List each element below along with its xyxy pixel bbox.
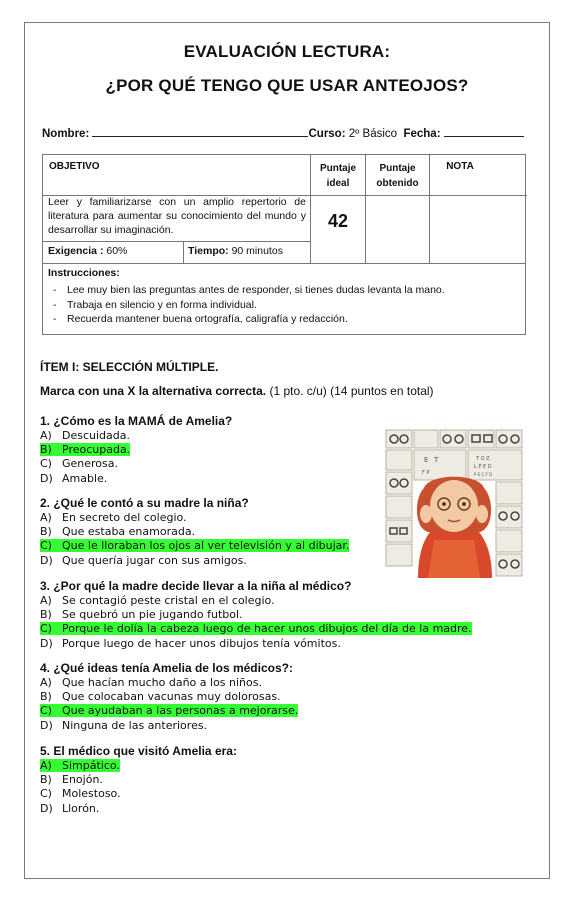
option-text: Porque le dolía la cabeza luego de hacer unos dibujos del día de la madre. bbox=[62, 622, 472, 636]
question-2: 2. ¿Qué le contó a su madre la niña? bbox=[40, 496, 249, 510]
objetivo-header: OBJETIVO bbox=[49, 161, 100, 172]
answer-option[interactable] bbox=[40, 594, 275, 608]
answer-text bbox=[40, 608, 243, 621]
answer-text bbox=[40, 594, 275, 607]
puntaje-ideal-header: Puntaje ideal bbox=[319, 163, 357, 189]
option-letter: D) bbox=[40, 718, 53, 732]
answer-option[interactable] bbox=[40, 719, 207, 733]
option-letter: C) bbox=[40, 539, 52, 553]
answer-option[interactable] bbox=[40, 429, 130, 443]
option-text: Que quería jugar con sus amigos. bbox=[62, 553, 247, 567]
option-text: Que colocaban vacunas muy dolorosas. bbox=[62, 690, 281, 704]
option-text: Se quebró un pie jugando futbol. bbox=[62, 608, 243, 622]
svg-text:P E C F D: P E C F D bbox=[474, 472, 493, 477]
girl-with-glasses-illustration bbox=[384, 428, 524, 578]
page-subtitle: ¿POR QUÉ TENGO QUE USAR ANTEOJOS? bbox=[105, 76, 469, 95]
answer-text bbox=[40, 773, 103, 786]
option-text: Generosa. bbox=[62, 457, 119, 471]
answer-option[interactable] bbox=[40, 637, 341, 651]
question-1: 1. ¿Cómo es la MAMÁ de Amelia? bbox=[40, 414, 233, 428]
exigencia-value: 60% bbox=[106, 245, 128, 257]
item-heading: ÍTEM I: SELECCIÓN MÚLTIPLE. bbox=[40, 360, 219, 374]
answer-option[interactable] bbox=[40, 443, 130, 457]
svg-text:T O Z: T O Z bbox=[476, 456, 490, 462]
svg-text:E: E bbox=[424, 456, 429, 464]
option-text: Preocupada. bbox=[62, 443, 131, 457]
answer-text bbox=[40, 690, 281, 703]
option-letter: B) bbox=[40, 773, 52, 787]
answer-option[interactable] bbox=[40, 525, 195, 539]
highlighted-answer bbox=[40, 443, 130, 456]
option-text: Que estaba enamorada. bbox=[62, 525, 196, 539]
instruction-rest: (1 pto. c/u) (14 puntos en total) bbox=[266, 384, 434, 398]
option-text: Ninguna de las anteriores. bbox=[62, 718, 208, 732]
exigencia bbox=[48, 245, 127, 257]
answer-option[interactable] bbox=[40, 690, 281, 704]
answer-text bbox=[40, 676, 262, 689]
option-text: En secreto del colegio. bbox=[62, 511, 187, 524]
puntaje-obtenido-field[interactable] bbox=[366, 196, 429, 263]
option-letter: A) bbox=[40, 759, 52, 772]
curso-label: Curso: bbox=[308, 128, 346, 140]
highlighted-answer bbox=[40, 622, 472, 635]
answer-text bbox=[40, 457, 118, 470]
answer-option[interactable] bbox=[40, 759, 120, 773]
instructions-box bbox=[42, 264, 526, 335]
puntaje-ideal-value: 42 bbox=[327, 211, 349, 231]
answer-text bbox=[40, 511, 187, 524]
answer-option[interactable] bbox=[40, 457, 118, 471]
option-text: Que hacían mucho daño a los niños. bbox=[62, 676, 262, 689]
option-text: Que le lloraban los ojos al ver televisión y al dibujar. bbox=[62, 539, 350, 553]
instructions-list bbox=[53, 283, 445, 327]
option-text: Porque luego de hacer unos dibujos tenía vómitos. bbox=[62, 636, 341, 650]
highlighted-answer bbox=[40, 759, 120, 772]
highlighted-answer bbox=[40, 539, 349, 552]
objective-table bbox=[42, 154, 526, 264]
answer-option[interactable] bbox=[40, 622, 472, 636]
option-letter: A) bbox=[40, 429, 52, 442]
answer-option[interactable] bbox=[40, 539, 349, 553]
option-letter: A) bbox=[40, 676, 52, 689]
option-text: Enojón. bbox=[62, 773, 103, 787]
option-letter: C) bbox=[40, 622, 52, 636]
list-item: - Recuerda mantener buena ortografía, caligrafía y redacción. bbox=[53, 312, 445, 327]
answer-option[interactable] bbox=[40, 787, 121, 801]
curso-value: 2º Básico bbox=[348, 128, 398, 140]
option-letter: D) bbox=[40, 553, 53, 567]
answer-text bbox=[40, 525, 195, 538]
option-text: Que ayudaban a las personas a mejorarse. bbox=[62, 704, 299, 718]
answer-text bbox=[40, 637, 341, 650]
answer-option[interactable] bbox=[40, 472, 107, 486]
answer-text bbox=[40, 472, 107, 485]
option-letter: C) bbox=[40, 787, 52, 801]
answer-option[interactable] bbox=[40, 773, 103, 787]
answer-text bbox=[40, 787, 121, 800]
tiempo bbox=[188, 245, 283, 257]
question-3: 3. ¿Por qué la madre decide llevar a la niña al médico? bbox=[40, 579, 352, 593]
tiempo-value: 90 minutos bbox=[231, 245, 283, 257]
option-letter: B) bbox=[40, 690, 52, 704]
option-letter: A) bbox=[40, 594, 52, 607]
nombre-field[interactable] bbox=[92, 126, 308, 137]
tiempo-label: Tiempo: bbox=[188, 245, 229, 257]
option-letter: C) bbox=[40, 704, 52, 718]
svg-text:T: T bbox=[434, 456, 439, 464]
fecha-label: Fecha: bbox=[403, 128, 441, 140]
objetivo-text: Leer y familiarizarse con un amplio repertorio de literatura para aumentar su conocimiento del mundo y desarrollar su imaginación. bbox=[48, 196, 306, 236]
answer-text bbox=[40, 719, 207, 732]
answer-option[interactable] bbox=[40, 554, 247, 568]
option-text: Se contagió peste cristal en el colegio. bbox=[62, 594, 275, 607]
list-item: - Lee muy bien las preguntas antes de responder, si tienes dudas levanta la mano. bbox=[53, 283, 445, 298]
nombre-label: Nombre: bbox=[42, 128, 90, 140]
option-letter: D) bbox=[40, 801, 53, 815]
option-text: Llorón. bbox=[62, 801, 100, 815]
option-letter: B) bbox=[40, 608, 52, 622]
option-letter: D) bbox=[40, 471, 53, 485]
option-letter: B) bbox=[40, 525, 52, 539]
svg-text:L P E D: L P E D bbox=[474, 464, 492, 470]
option-letter: C) bbox=[40, 457, 52, 471]
instruction-bold: Marca con una X la alternativa correcta. bbox=[40, 384, 267, 398]
answer-option[interactable] bbox=[40, 802, 99, 816]
option-text: Simpático. bbox=[62, 759, 120, 772]
page-title: EVALUACIÓN LECTURA: bbox=[183, 42, 391, 61]
item-instruction bbox=[40, 384, 434, 398]
answer-text bbox=[40, 554, 247, 567]
option-letter: B) bbox=[40, 443, 52, 457]
answer-option[interactable] bbox=[40, 511, 187, 525]
nota-header: NOTA bbox=[446, 161, 474, 172]
option-text: Molestoso. bbox=[62, 787, 121, 801]
instrucciones-label: Instrucciones: bbox=[48, 267, 120, 279]
student-header bbox=[42, 126, 532, 140]
option-text: Amable. bbox=[62, 471, 108, 485]
highlighted-answer bbox=[40, 704, 298, 717]
answer-text bbox=[40, 429, 130, 442]
answer-option[interactable] bbox=[40, 676, 262, 690]
list-item: - Trabaja en silencio y en forma individual. bbox=[53, 298, 445, 313]
answer-text bbox=[40, 802, 99, 815]
option-letter: A) bbox=[40, 511, 52, 524]
question-4: 4. ¿Qué ideas tenía Amelia de los médicos?: bbox=[40, 661, 293, 675]
puntaje-obtenido-header: Puntaje obtenido bbox=[376, 163, 419, 189]
answer-option[interactable] bbox=[40, 608, 243, 622]
fecha-field[interactable] bbox=[444, 126, 524, 137]
nota-field[interactable] bbox=[430, 196, 526, 263]
answer-option[interactable] bbox=[40, 704, 298, 718]
option-text: Descuidada. bbox=[62, 429, 130, 442]
question-5: 5. El médico que visitó Amelia era: bbox=[40, 744, 237, 758]
exigencia-label: Exigencia : bbox=[48, 245, 104, 257]
svg-text:F P: F P bbox=[422, 470, 430, 476]
option-letter: D) bbox=[40, 636, 53, 650]
